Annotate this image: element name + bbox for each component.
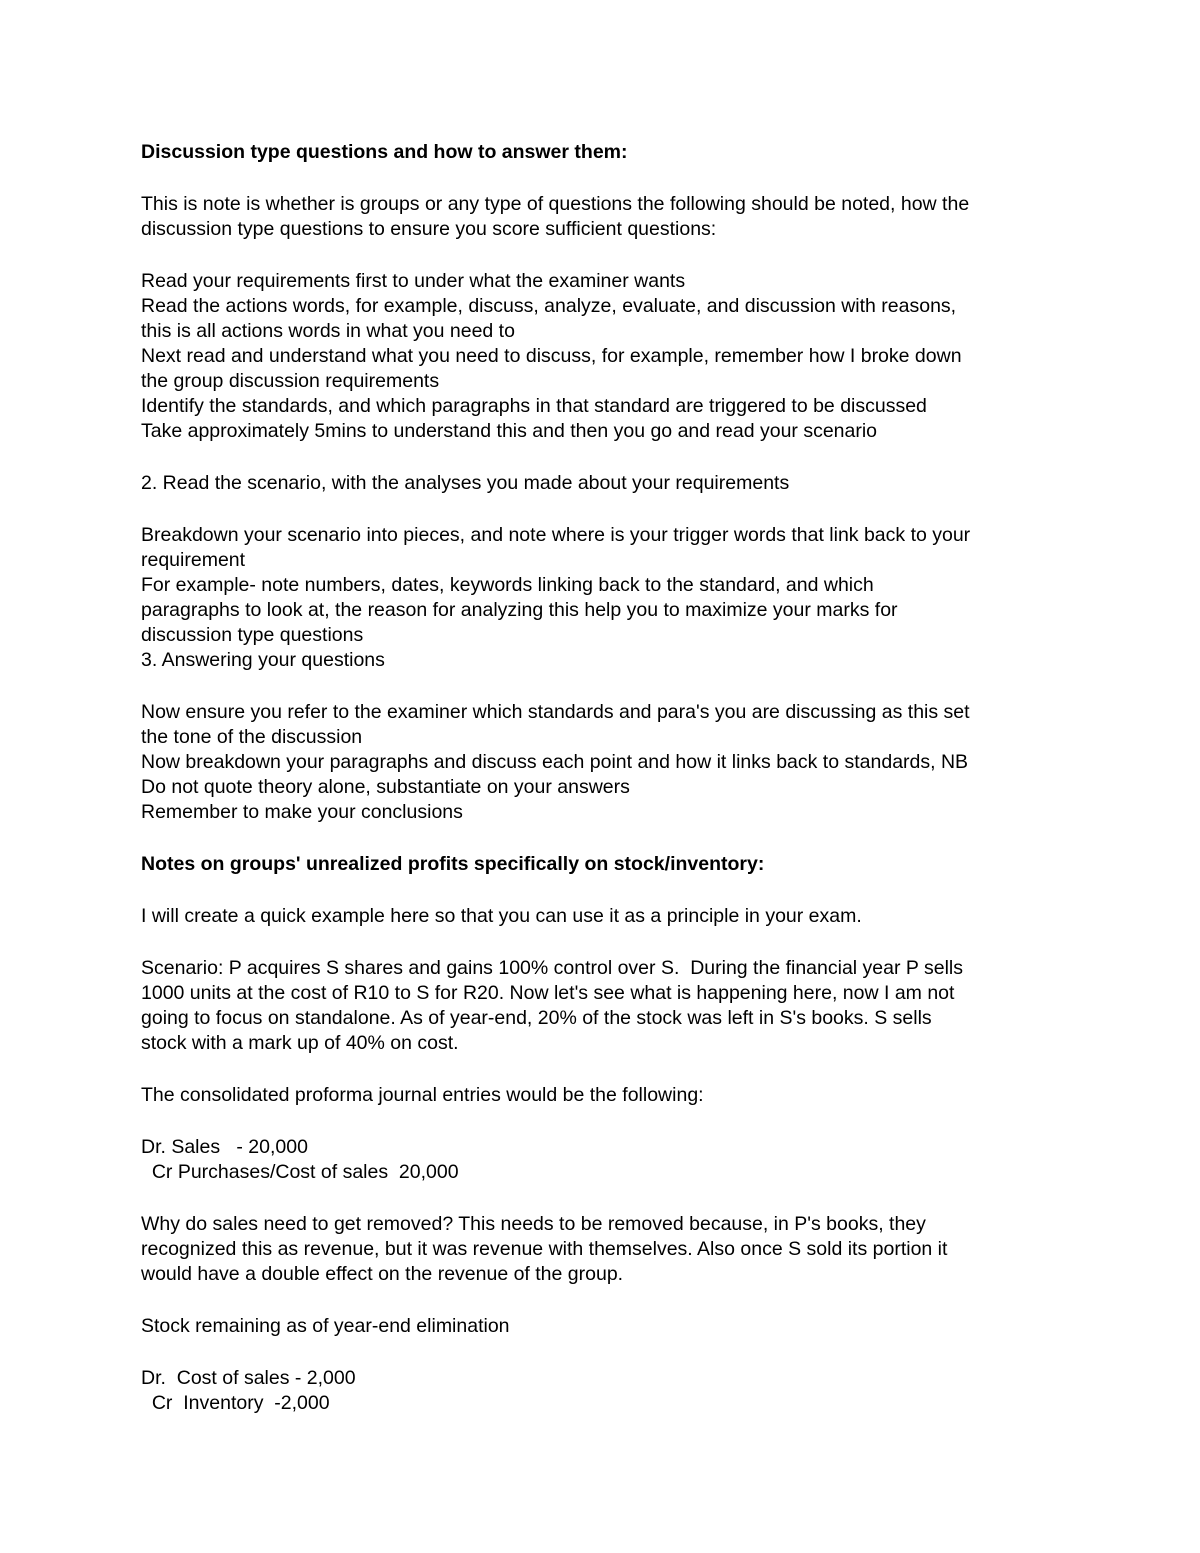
paragraph-line: 1000 units at the cost of R10 to S for R20. Now let's see what is happening here, now I am not [141, 982, 955, 1004]
spacer [141, 242, 1081, 269]
paragraph-line: requirement [141, 549, 246, 571]
paragraph-line: This is note is whether is groups or any type of questions the following should be noted, how the [141, 193, 970, 215]
spacer [141, 444, 1081, 471]
paragraph-line: discussion type questions [141, 624, 364, 646]
journal-entry-line: Dr. Sales - 20,000 [141, 1136, 308, 1158]
document-page [141, 140, 1081, 1416]
paragraph-line: going to focus on standalone. As of year-end, 20% of the stock was left in S's books. S sells [141, 1007, 932, 1029]
paragraph-line: Identify the standards, and which paragraphs in that standard are triggered to be discussed [141, 395, 927, 417]
journal-entry-line: Cr Purchases/Cost of sales 20,000 [141, 1161, 459, 1183]
paragraph-line: paragraphs to look at, the reason for analyzing this help you to maximize your marks for [141, 599, 898, 621]
spacer [141, 825, 1081, 852]
paragraph-line: recognized this as revenue, but it was revenue with themselves. Also once S sold its portion it [141, 1238, 948, 1260]
paragraph-line: I will create a quick example here so that you can use it as a principle in your exam. [141, 905, 862, 927]
paragraph-line: Why do sales need to get removed? This needs to be removed because, in P's books, they [141, 1213, 926, 1235]
section-heading-discussion: Discussion type questions and how to answer them: [141, 141, 628, 163]
paragraph-line: Next read and understand what you need to discuss, for example, remember how I broke down [141, 345, 962, 367]
spacer [141, 496, 1081, 523]
step-title: 2. Read the scenario, with the analyses you made about your requirements [141, 472, 790, 494]
paragraph-line: Do not quote theory alone, substantiate on your answers [141, 776, 630, 798]
spacer [141, 1108, 1081, 1135]
paragraph-line: The consolidated proforma journal entries would be the following: [141, 1084, 704, 1106]
paragraph-line: the group discussion requirements [141, 370, 440, 392]
section-heading-unrealized-profits: Notes on groups' unrealized profits specifically on stock/inventory: [141, 853, 765, 875]
journal-entry-line: Cr Inventory -2,000 [141, 1392, 330, 1414]
spacer [141, 1185, 1081, 1212]
spacer [141, 673, 1081, 700]
spacer [141, 1287, 1081, 1314]
spacer [141, 877, 1081, 904]
spacer [141, 1056, 1081, 1083]
paragraph-line: discussion type questions to ensure you score sufficient questions: [141, 218, 717, 240]
paragraph-line: Read the actions words, for example, discuss, analyze, evaluate, and discussion with reasons, [141, 295, 957, 317]
spacer [141, 165, 1081, 192]
spacer [141, 929, 1081, 956]
paragraph-line: Now ensure you refer to the examiner which standards and para's you are discussing as this set [141, 701, 970, 723]
paragraph-line: this is all actions words in what you need to [141, 320, 515, 342]
paragraph-line: would have a double effect on the revenue of the group. [141, 1263, 624, 1285]
paragraph-line: Breakdown your scenario into pieces, and note where is your trigger words that link back to your [141, 524, 971, 546]
paragraph-line: Remember to make your conclusions [141, 801, 463, 823]
paragraph-line: Now breakdown your paragraphs and discuss each point and how it links back to standards, NB [141, 751, 969, 773]
paragraph-line: Scenario: P acquires S shares and gains 100% control over S. During the financial year P sells [141, 957, 963, 979]
paragraph-line: Take approximately 5mins to understand this and then you go and read your scenario [141, 420, 878, 442]
journal-entry-line: Dr. Cost of sales - 2,000 [141, 1367, 356, 1389]
paragraph-line: For example- note numbers, dates, keywords linking back to the standard, and which [141, 574, 874, 596]
paragraph-line: stock with a mark up of 40% on cost. [141, 1032, 459, 1054]
paragraph-line: the tone of the discussion [141, 726, 363, 748]
paragraph-line: Stock remaining as of year-end elimination [141, 1315, 510, 1337]
paragraph-line: Read your requirements first to under what the examiner wants [141, 270, 686, 292]
spacer [141, 1339, 1081, 1366]
step-title: 3. Answering your questions [141, 649, 385, 671]
